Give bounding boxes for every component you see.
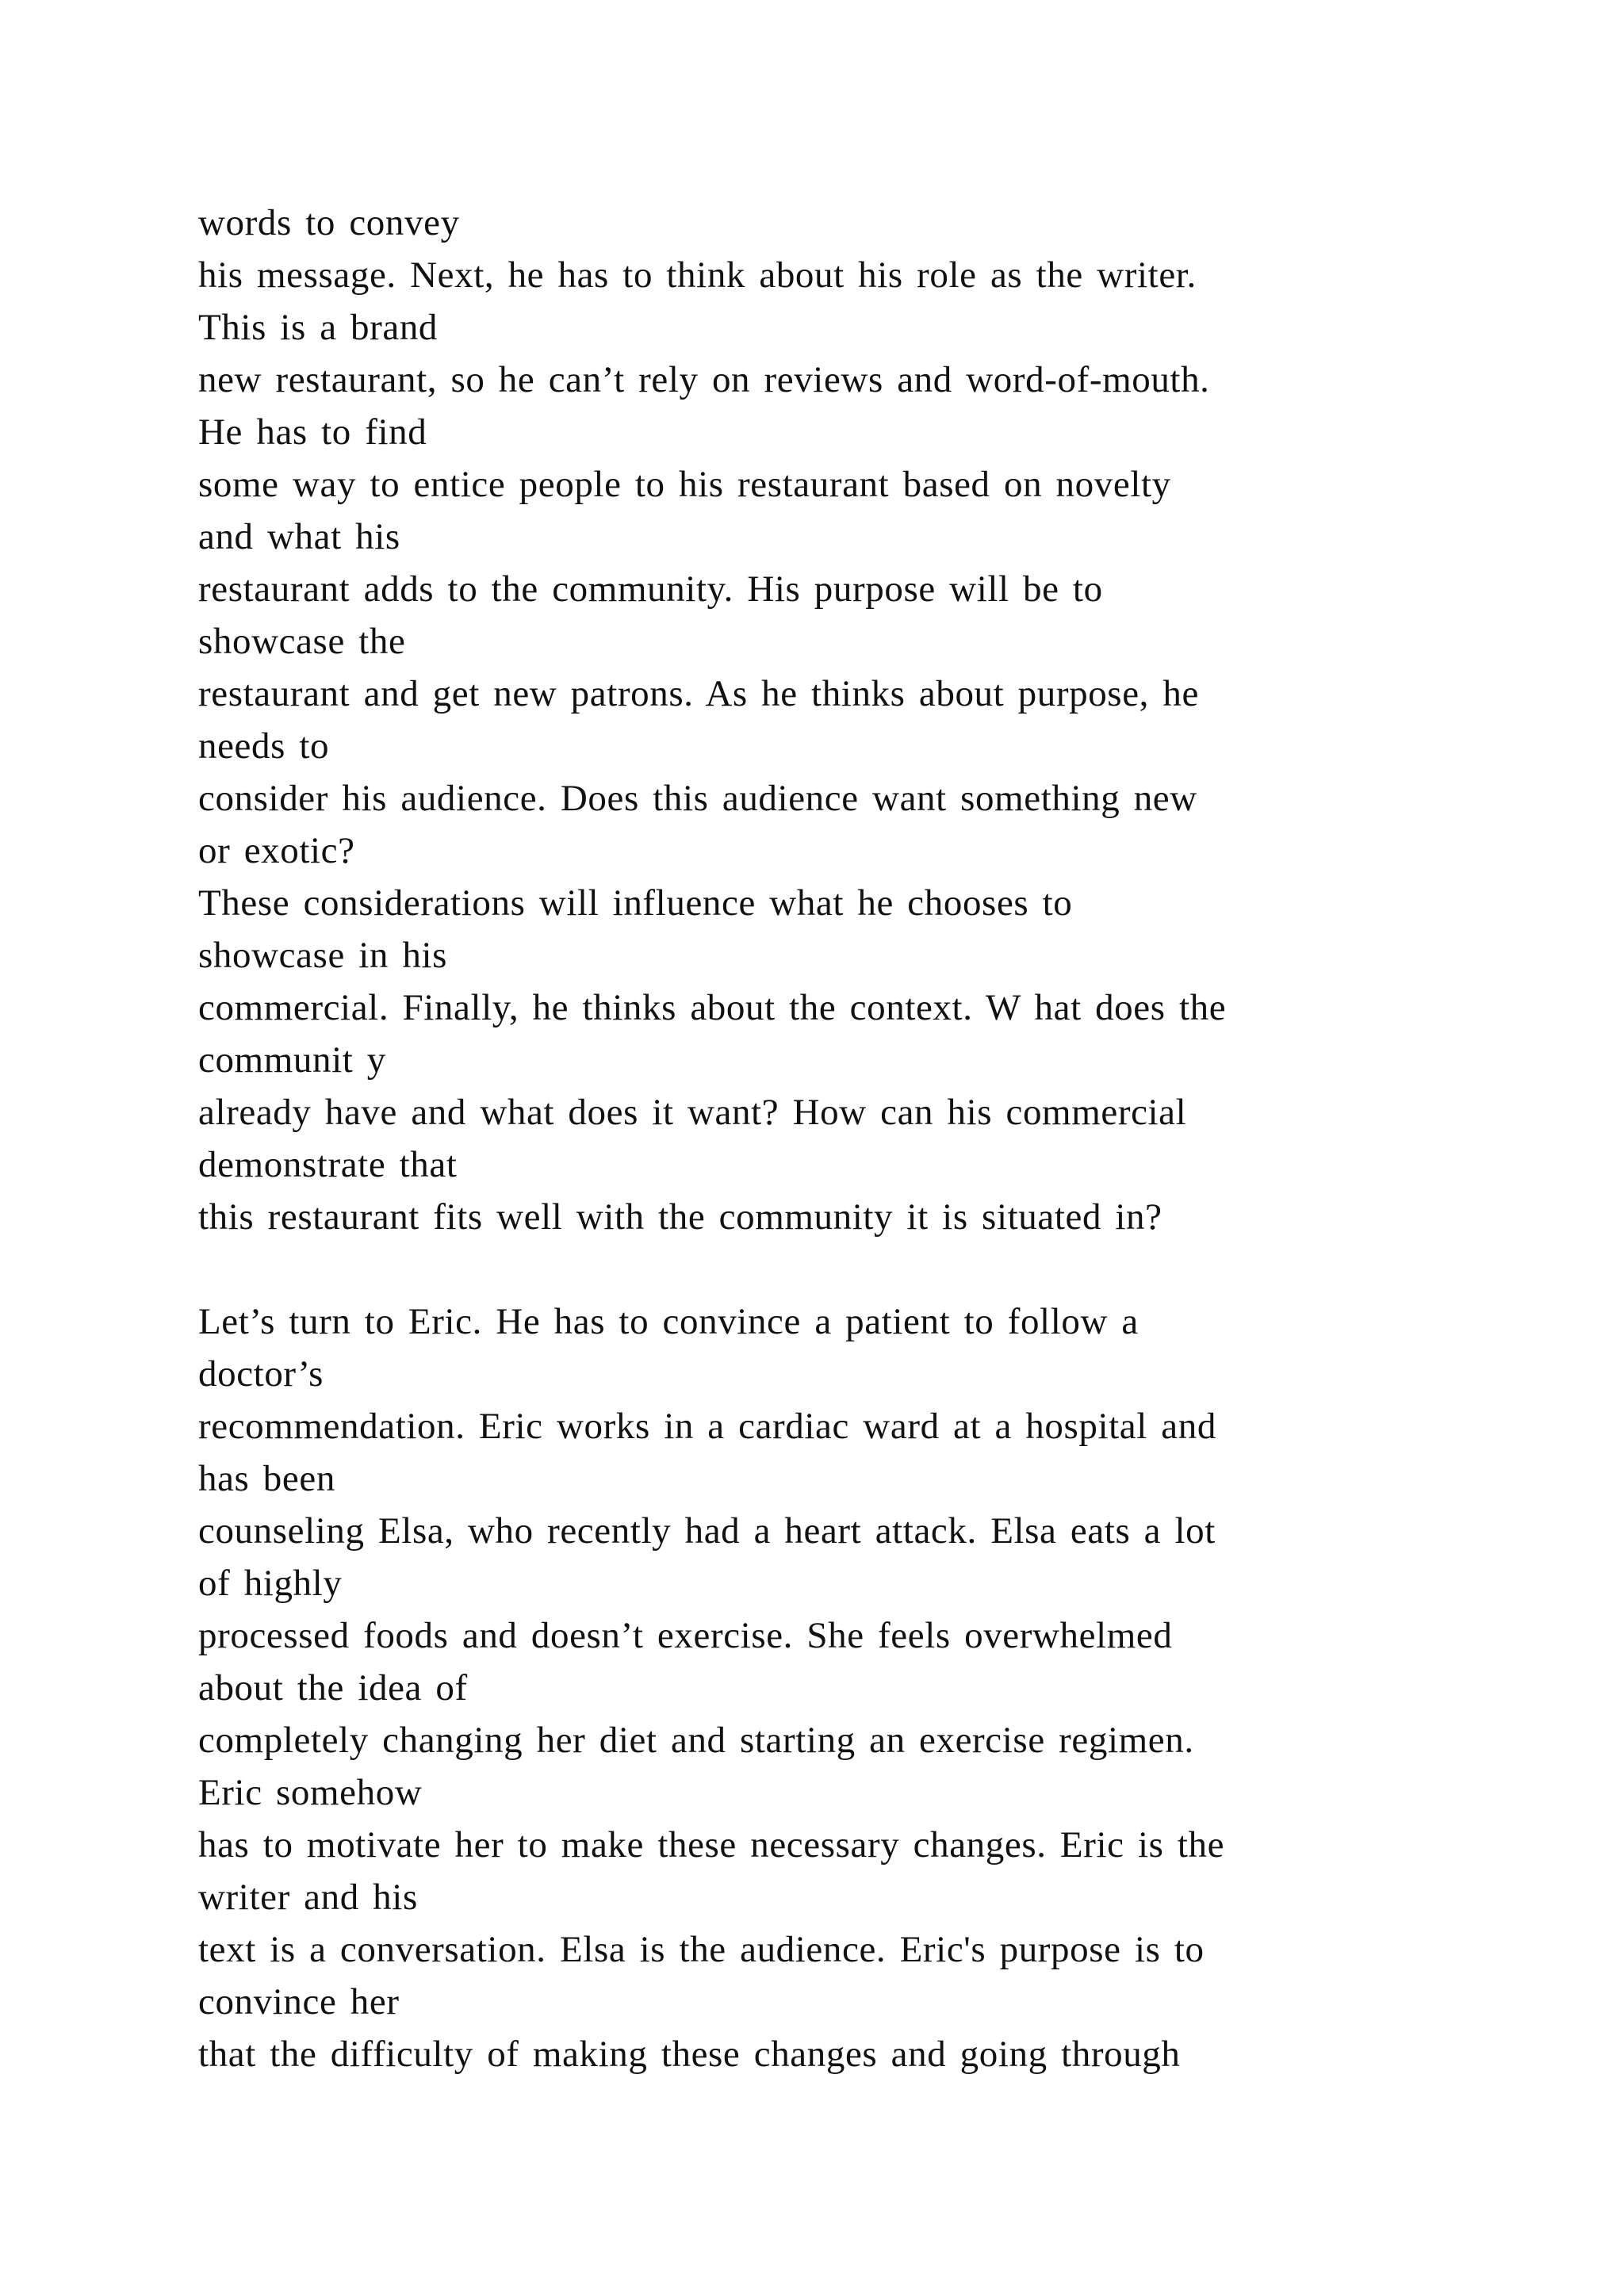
text-line: some way to entice people to his restaurant based on novelty (198, 464, 1171, 505)
text-line: of highly (198, 1563, 343, 1604)
text-line: communit y (198, 1039, 386, 1081)
text-line: convince her (198, 1981, 400, 2022)
text-line: counseling Elsa, who recently had a heart attack. Elsa eats a lot (198, 1510, 1216, 1552)
text-line: restaurant and get new patrons. As he thinks about purpose, he (198, 673, 1199, 714)
text-line: commercial. Finally, he thinks about the context. W hat does the (198, 987, 1227, 1028)
text-line: words to convey (198, 202, 460, 243)
text-line: writer and his (198, 1877, 418, 1918)
paragraph-break (198, 1243, 1499, 1295)
text-line: about the idea of (198, 1667, 468, 1709)
text-line: or exotic? (198, 830, 355, 871)
text-line: doctor’s (198, 1353, 324, 1395)
text-line: Let’s turn to Eric. He has to convince a patient to follow a (198, 1301, 1139, 1342)
text-line: showcase the (198, 621, 406, 662)
text-line: This is a brand (198, 307, 439, 348)
text-line: has to motivate her to make these necessary changes. Eric is the (198, 1824, 1225, 1866)
text-line: recommendation. Eric works in a cardiac ward at a hospital and (198, 1406, 1216, 1447)
text-line: text is a conversation. Elsa is the audience. Eric's purpose is to (198, 1929, 1205, 1970)
text-line: Eric somehow (198, 1772, 423, 1813)
text-line: his message. Next, he has to think about his role as the writer. (198, 254, 1197, 296)
text-line: consider his audience. Does this audience want something new (198, 778, 1197, 819)
text-line: and what his (198, 516, 400, 557)
text-line: needs to (198, 725, 330, 767)
text-line: He has to find (198, 411, 427, 453)
text-line: showcase in his (198, 935, 448, 976)
text-line: processed foods and doesn’t exercise. She feels overwhelmed (198, 1615, 1173, 1656)
text-line: restaurant adds to the community. His purpose will be to (198, 568, 1103, 610)
text-line: that the difficulty of making these changes and going through (198, 2034, 1181, 2075)
text-line: completely changing her diet and starting an exercise regimen. (198, 1720, 1194, 1761)
text-line: this restaurant fits well with the community it is situated in? (198, 1196, 1162, 1238)
body-text (198, 197, 1499, 2080)
text-line: has been (198, 1458, 335, 1499)
text-line: demonstrate that (198, 1144, 458, 1185)
text-line: already have and what does it want? How can his commercial (198, 1092, 1187, 1133)
text-line: These considerations will influence what he chooses to (198, 882, 1073, 924)
text-line: new restaurant, so he can’t rely on reviews and word-of-mouth. (198, 359, 1210, 400)
